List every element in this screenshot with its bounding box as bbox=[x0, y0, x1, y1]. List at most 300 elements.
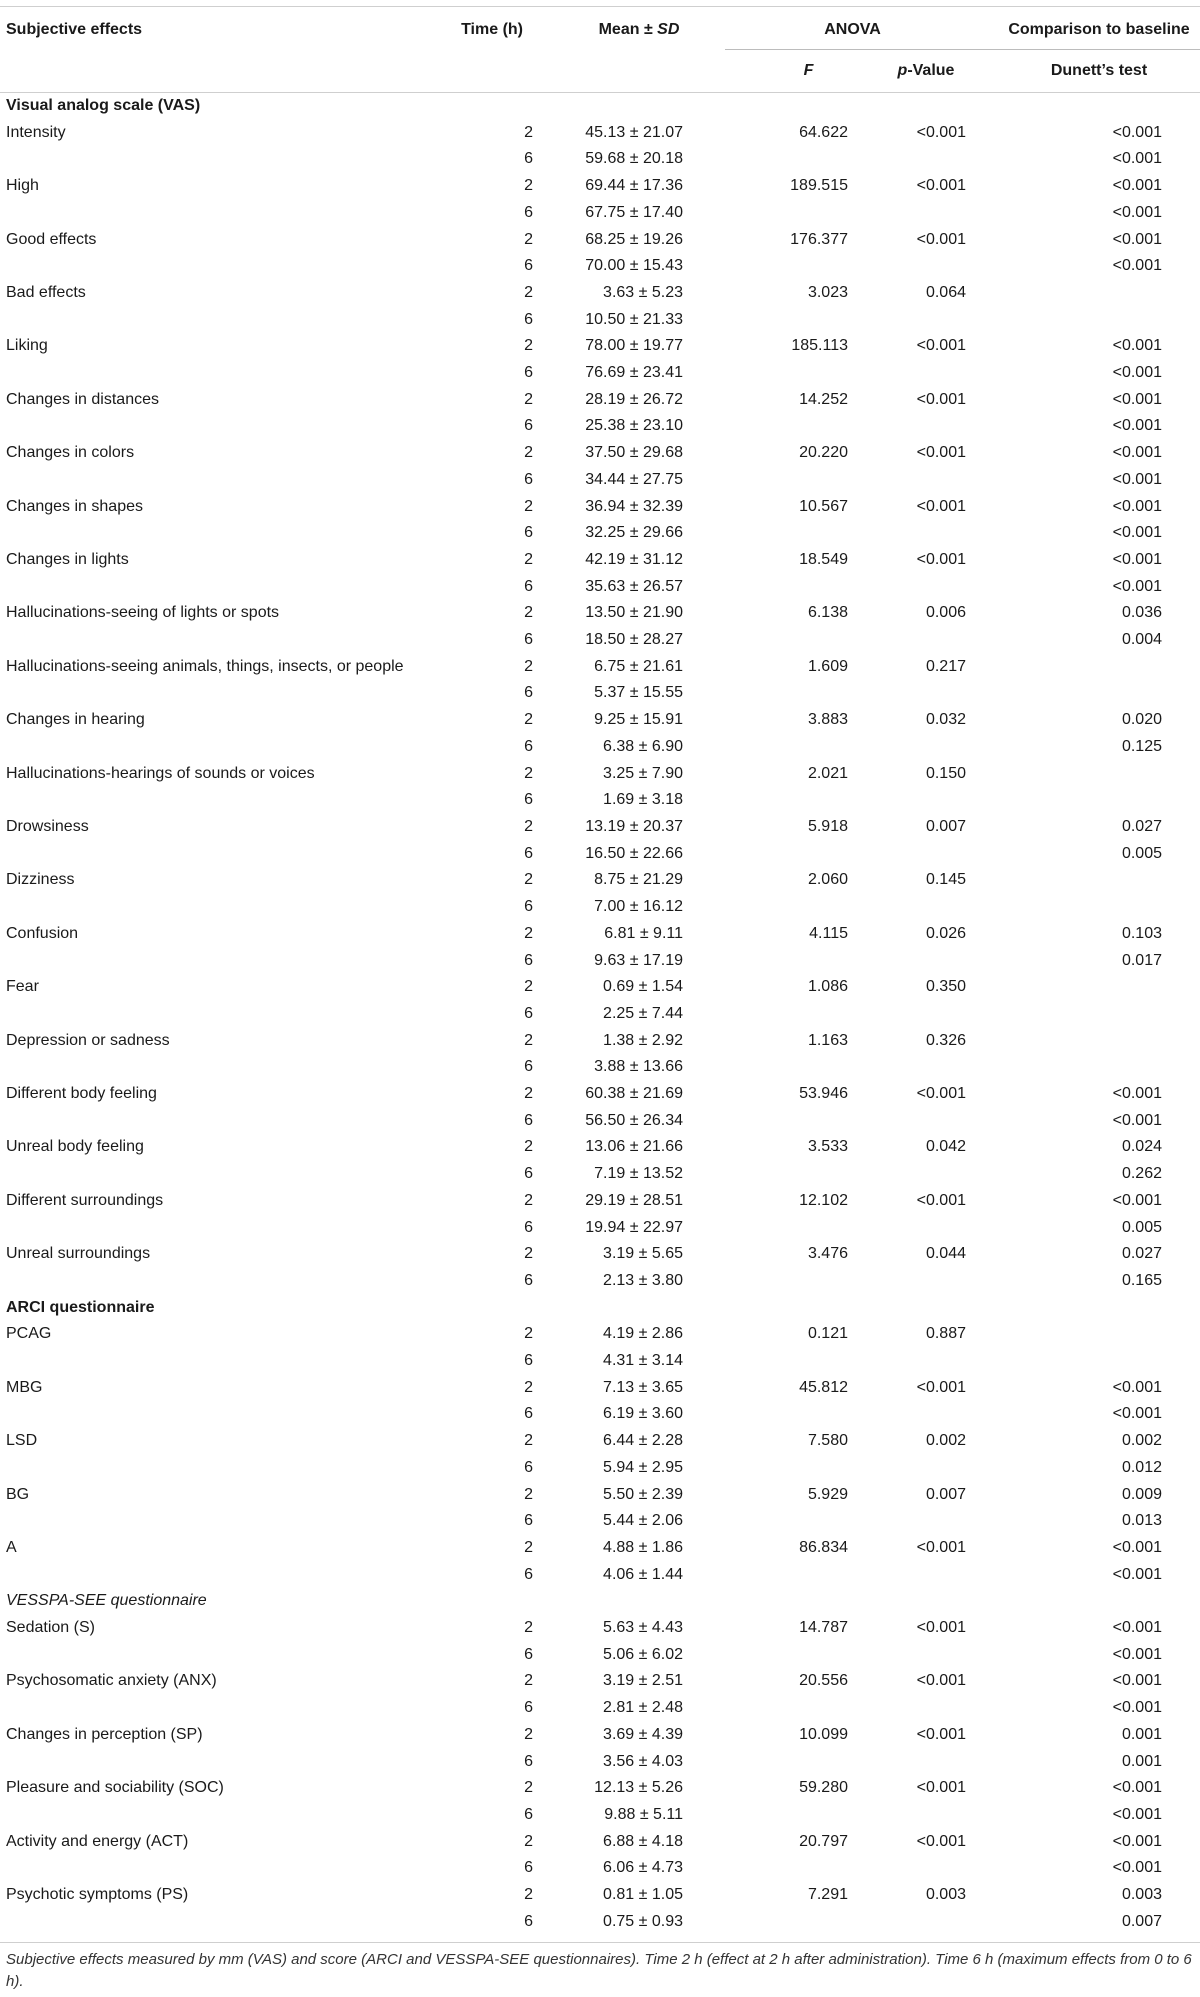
header-p-value bbox=[862, 50, 980, 93]
row-label-empty bbox=[0, 360, 445, 387]
row-mean-sd: 60.38 ± 21.69 bbox=[585, 1085, 683, 1103]
table-row bbox=[0, 200, 1200, 227]
row-p-value: 0.326 bbox=[925, 1031, 966, 1049]
row-label-empty bbox=[0, 1215, 445, 1242]
row-p-value: 0.350 bbox=[925, 978, 966, 996]
table-body bbox=[0, 93, 1200, 1936]
row-f-empty bbox=[725, 200, 862, 227]
row-label: Liking bbox=[6, 337, 48, 355]
row-f-value: 5.929 bbox=[807, 1485, 848, 1503]
row-p-empty bbox=[862, 1508, 980, 1535]
row-time: 6 bbox=[524, 1645, 533, 1663]
row-time: 6 bbox=[524, 1512, 533, 1530]
row-dunett: <0.001 bbox=[1112, 417, 1162, 435]
row-dunett: <0.001 bbox=[1112, 577, 1162, 595]
row-p-value: 0.150 bbox=[925, 764, 966, 782]
table-row bbox=[0, 627, 1200, 654]
row-time: 6 bbox=[524, 1004, 533, 1022]
row-mean-sd: 56.50 ± 26.34 bbox=[585, 1111, 683, 1129]
row-f-empty bbox=[725, 841, 862, 868]
row-dunett: <0.001 bbox=[1112, 550, 1162, 568]
row-mean-sd: 3.69 ± 4.39 bbox=[603, 1725, 683, 1743]
row-dunett bbox=[980, 1001, 1200, 1028]
row-dunett: <0.001 bbox=[1112, 1859, 1162, 1877]
row-time: 6 bbox=[524, 791, 533, 809]
row-time: 6 bbox=[524, 1752, 533, 1770]
row-label: Intensity bbox=[6, 123, 66, 141]
row-mean-sd: 4.19 ± 2.86 bbox=[603, 1325, 683, 1343]
row-p-empty bbox=[862, 1455, 980, 1482]
row-mean-sd: 0.75 ± 0.93 bbox=[603, 1912, 683, 1930]
row-dunett: 0.027 bbox=[1121, 1245, 1162, 1263]
row-f-empty bbox=[725, 1749, 862, 1776]
row-time: 6 bbox=[524, 1859, 533, 1877]
row-f-value: 20.556 bbox=[799, 1672, 848, 1690]
row-time: 2 bbox=[524, 337, 533, 355]
row-f-value: 3.023 bbox=[807, 283, 848, 301]
row-mean-sd: 7.00 ± 16.12 bbox=[594, 898, 683, 916]
table-row bbox=[0, 1241, 1200, 1268]
row-f-empty bbox=[725, 1855, 862, 1882]
row-mean-sd: 2.81 ± 2.48 bbox=[603, 1699, 683, 1717]
row-mean-sd: 59.68 ± 20.18 bbox=[585, 150, 683, 168]
row-mean-sd: 5.94 ± 2.95 bbox=[603, 1458, 683, 1476]
row-time: 6 bbox=[524, 631, 533, 649]
table-row bbox=[0, 440, 1200, 467]
row-dunett bbox=[980, 680, 1200, 707]
row-label: Changes in distances bbox=[6, 390, 159, 408]
row-mean-sd: 37.50 ± 29.68 bbox=[585, 444, 683, 462]
row-label-empty bbox=[0, 1455, 445, 1482]
header-sd: SD bbox=[657, 21, 680, 38]
row-f-value: 2.021 bbox=[807, 764, 848, 782]
row-dunett: <0.001 bbox=[1112, 257, 1162, 275]
row-p-value: 0.006 bbox=[925, 604, 966, 622]
row-p-value: <0.001 bbox=[916, 1725, 966, 1743]
table-row bbox=[0, 654, 1200, 681]
row-f-empty bbox=[725, 1268, 862, 1295]
row-time: 2 bbox=[524, 1779, 533, 1797]
row-mean-sd: 16.50 ± 22.66 bbox=[585, 844, 683, 862]
row-time: 2 bbox=[524, 1085, 533, 1103]
row-p-empty bbox=[862, 1161, 980, 1188]
row-mean-sd: 7.13 ± 3.65 bbox=[603, 1378, 683, 1396]
row-f-value: 14.787 bbox=[799, 1619, 848, 1637]
row-mean-sd: 67.75 ± 17.40 bbox=[585, 203, 683, 221]
row-label: Drowsiness bbox=[6, 817, 89, 835]
row-time: 6 bbox=[524, 203, 533, 221]
row-p-empty bbox=[862, 1268, 980, 1295]
table-row bbox=[0, 1081, 1200, 1108]
row-label-empty bbox=[0, 146, 445, 173]
row-time: 2 bbox=[524, 924, 533, 942]
row-f-empty bbox=[725, 1642, 862, 1669]
row-mean-sd: 13.19 ± 20.37 bbox=[585, 817, 683, 835]
row-p-value: <0.001 bbox=[916, 1619, 966, 1637]
row-mean-sd: 9.63 ± 17.19 bbox=[594, 951, 683, 969]
row-mean-sd: 3.19 ± 2.51 bbox=[603, 1672, 683, 1690]
row-label-empty bbox=[0, 1161, 445, 1188]
row-p-empty bbox=[862, 948, 980, 975]
row-label: Changes in shapes bbox=[6, 497, 143, 515]
row-time: 2 bbox=[524, 177, 533, 195]
row-label-empty bbox=[0, 894, 445, 921]
table-row bbox=[0, 360, 1200, 387]
row-label-empty bbox=[0, 948, 445, 975]
row-time: 6 bbox=[524, 364, 533, 382]
row-f-empty bbox=[725, 627, 862, 654]
row-p-value: 0.044 bbox=[925, 1245, 966, 1263]
row-f-empty bbox=[725, 1909, 862, 1936]
row-p-empty bbox=[862, 520, 980, 547]
row-label-empty bbox=[0, 787, 445, 814]
row-f-empty bbox=[725, 1161, 862, 1188]
header-p-suffix: -Value bbox=[907, 62, 955, 79]
row-p-empty bbox=[862, 1401, 980, 1428]
row-time: 6 bbox=[524, 844, 533, 862]
row-dunett: <0.001 bbox=[1112, 1645, 1162, 1663]
row-p-empty bbox=[862, 1562, 980, 1589]
row-label-empty bbox=[0, 1401, 445, 1428]
table-row bbox=[0, 1775, 1200, 1802]
row-p-value: <0.001 bbox=[916, 497, 966, 515]
row-label: Unreal surroundings bbox=[6, 1245, 151, 1263]
table-row bbox=[0, 520, 1200, 547]
header-f: F bbox=[803, 62, 814, 79]
row-p-empty bbox=[862, 1802, 980, 1829]
table-row bbox=[0, 574, 1200, 601]
row-time: 2 bbox=[524, 1138, 533, 1156]
row-f-empty bbox=[725, 413, 862, 440]
row-dunett: <0.001 bbox=[1112, 390, 1162, 408]
row-time: 2 bbox=[524, 604, 533, 622]
row-dunett: <0.001 bbox=[1112, 1085, 1162, 1103]
row-dunett bbox=[980, 654, 1200, 681]
row-p-value: <0.001 bbox=[916, 337, 966, 355]
row-mean-sd: 4.31 ± 3.14 bbox=[603, 1352, 683, 1370]
row-dunett: 0.005 bbox=[1121, 1218, 1162, 1236]
row-time: 2 bbox=[524, 123, 533, 141]
row-dunett: 0.005 bbox=[1121, 844, 1162, 862]
row-dunett: <0.001 bbox=[1112, 524, 1162, 542]
row-p-empty bbox=[862, 841, 980, 868]
row-f-value: 7.291 bbox=[807, 1886, 848, 1904]
row-mean-sd: 36.94 ± 32.39 bbox=[585, 497, 683, 515]
row-label: Changes in hearing bbox=[6, 711, 145, 729]
row-dunett: <0.001 bbox=[1112, 203, 1162, 221]
row-dunett: 0.004 bbox=[1121, 631, 1162, 649]
table-row bbox=[0, 974, 1200, 1001]
row-label-empty bbox=[0, 1909, 445, 1936]
section-arci bbox=[0, 1295, 1200, 1322]
row-dunett: <0.001 bbox=[1112, 337, 1162, 355]
row-dunett bbox=[980, 307, 1200, 334]
row-p-value: 0.042 bbox=[925, 1138, 966, 1156]
row-p-empty bbox=[862, 1108, 980, 1135]
row-dunett: 0.009 bbox=[1121, 1485, 1162, 1503]
row-label-empty bbox=[0, 1642, 445, 1669]
table-row bbox=[0, 1695, 1200, 1722]
row-p-value: 0.003 bbox=[925, 1886, 966, 1904]
row-label-empty bbox=[0, 734, 445, 761]
row-time: 2 bbox=[524, 1432, 533, 1450]
row-mean-sd: 6.75 ± 21.61 bbox=[594, 657, 683, 675]
section-vesspa-label: VESSPA-SEE questionnaire bbox=[6, 1592, 207, 1610]
row-label: PCAG bbox=[6, 1325, 52, 1343]
row-mean-sd: 9.88 ± 5.11 bbox=[604, 1806, 683, 1823]
row-mean-sd: 78.00 ± 19.77 bbox=[585, 337, 683, 355]
row-dunett: 0.001 bbox=[1121, 1725, 1162, 1743]
row-mean-sd: 3.63 ± 5.23 bbox=[603, 283, 683, 301]
row-time: 2 bbox=[524, 283, 533, 301]
row-p-value: 0.026 bbox=[925, 924, 966, 942]
row-mean-sd: 6.44 ± 2.28 bbox=[603, 1432, 683, 1450]
row-label: Hallucinations-hearings of sounds or voices bbox=[6, 764, 315, 782]
row-label-empty bbox=[0, 841, 445, 868]
row-p-empty bbox=[862, 360, 980, 387]
row-mean-sd: 10.50 ± 21.33 bbox=[585, 310, 683, 328]
row-p-empty bbox=[862, 146, 980, 173]
row-f-empty bbox=[725, 1802, 862, 1829]
row-f-value: 3.533 bbox=[807, 1138, 848, 1156]
row-f-empty bbox=[725, 1348, 862, 1375]
table-row bbox=[0, 707, 1200, 734]
row-mean-sd: 29.19 ± 28.51 bbox=[585, 1191, 683, 1209]
header-p-prefix: p bbox=[897, 62, 908, 79]
header-subjective-effects: Subjective effects bbox=[6, 21, 143, 38]
row-mean-sd: 1.38 ± 2.92 bbox=[603, 1031, 683, 1049]
row-p-empty bbox=[862, 1909, 980, 1936]
row-label-empty bbox=[0, 1562, 445, 1589]
row-p-value: <0.001 bbox=[916, 444, 966, 462]
row-dunett bbox=[980, 1028, 1200, 1055]
table-row bbox=[0, 1642, 1200, 1669]
row-f-value: 59.280 bbox=[799, 1779, 848, 1797]
row-f-empty bbox=[725, 1108, 862, 1135]
row-p-value: 0.064 bbox=[925, 283, 966, 301]
row-mean-sd: 3.88 ± 13.66 bbox=[594, 1058, 683, 1076]
row-mean-sd: 6.88 ± 4.18 bbox=[603, 1832, 683, 1850]
row-p-empty bbox=[862, 1054, 980, 1081]
row-p-empty bbox=[862, 1215, 980, 1242]
row-label-empty bbox=[0, 1802, 445, 1829]
table-row bbox=[0, 1348, 1200, 1375]
row-label-empty bbox=[0, 1749, 445, 1776]
table-header bbox=[0, 7, 1200, 93]
row-time: 6 bbox=[524, 310, 533, 328]
row-f-value: 176.377 bbox=[790, 230, 848, 248]
row-dunett: 0.020 bbox=[1121, 711, 1162, 729]
row-f-value: 64.622 bbox=[799, 123, 848, 141]
table-row bbox=[0, 1482, 1200, 1509]
row-f-empty bbox=[725, 146, 862, 173]
row-p-value: <0.001 bbox=[916, 123, 966, 141]
row-time: 2 bbox=[524, 1191, 533, 1209]
row-time: 2 bbox=[524, 817, 533, 835]
table-row bbox=[0, 307, 1200, 334]
row-dunett: <0.001 bbox=[1112, 1672, 1162, 1690]
row-label: Bad effects bbox=[6, 283, 86, 301]
table-row bbox=[0, 494, 1200, 521]
row-time: 6 bbox=[524, 524, 533, 542]
row-time: 2 bbox=[524, 390, 533, 408]
row-dunett bbox=[980, 1054, 1200, 1081]
row-dunett bbox=[980, 894, 1200, 921]
table-row bbox=[0, 1802, 1200, 1829]
row-p-value: <0.001 bbox=[916, 1779, 966, 1797]
row-f-value: 1.163 bbox=[807, 1031, 848, 1049]
row-dunett: <0.001 bbox=[1112, 177, 1162, 195]
row-label: Fear bbox=[6, 978, 39, 996]
row-mean-sd: 68.25 ± 19.26 bbox=[585, 230, 683, 248]
row-mean-sd: 32.25 ± 29.66 bbox=[585, 524, 683, 542]
row-time: 2 bbox=[524, 444, 533, 462]
row-f-value: 1.086 bbox=[807, 978, 848, 996]
row-f-value: 3.883 bbox=[807, 711, 848, 729]
row-p-value: <0.001 bbox=[916, 177, 966, 195]
row-time: 6 bbox=[524, 577, 533, 595]
table-row bbox=[0, 1535, 1200, 1562]
row-p-value: <0.001 bbox=[916, 1378, 966, 1396]
row-mean-sd: 0.81 ± 1.05 bbox=[603, 1886, 683, 1904]
row-f-empty bbox=[725, 253, 862, 280]
row-time: 6 bbox=[524, 1111, 533, 1129]
row-f-value: 7.580 bbox=[807, 1432, 848, 1450]
row-time: 6 bbox=[524, 1565, 533, 1583]
table-row bbox=[0, 1215, 1200, 1242]
row-time: 2 bbox=[524, 871, 533, 889]
row-dunett: 0.027 bbox=[1121, 817, 1162, 835]
table-row bbox=[0, 1749, 1200, 1776]
row-mean-sd: 12.13 ± 5.26 bbox=[594, 1779, 683, 1797]
row-dunett: <0.001 bbox=[1112, 1191, 1162, 1209]
header-mean-prefix: Mean ± bbox=[598, 21, 658, 38]
row-time: 6 bbox=[524, 1058, 533, 1076]
row-f-empty bbox=[725, 894, 862, 921]
row-dunett: <0.001 bbox=[1112, 1806, 1162, 1823]
row-p-value: <0.001 bbox=[916, 390, 966, 408]
row-label-empty bbox=[0, 1508, 445, 1535]
table-row bbox=[0, 761, 1200, 788]
row-dunett bbox=[980, 787, 1200, 814]
row-f-value: 20.220 bbox=[799, 444, 848, 462]
row-mean-sd: 6.06 ± 4.73 bbox=[603, 1859, 683, 1877]
row-f-empty bbox=[725, 1455, 862, 1482]
row-dunett: <0.001 bbox=[1112, 123, 1162, 141]
table-row bbox=[0, 867, 1200, 894]
row-dunett: <0.001 bbox=[1112, 1405, 1162, 1423]
row-p-empty bbox=[862, 253, 980, 280]
row-time: 2 bbox=[524, 1325, 533, 1343]
row-dunett: <0.001 bbox=[1112, 1832, 1162, 1850]
row-p-empty bbox=[862, 627, 980, 654]
table-row bbox=[0, 227, 1200, 254]
row-label: Hallucinations-seeing of lights or spots bbox=[6, 604, 280, 622]
row-p-value: 0.887 bbox=[925, 1325, 966, 1343]
row-f-value: 189.515 bbox=[790, 177, 848, 195]
row-time: 2 bbox=[524, 764, 533, 782]
subjective-effects-table bbox=[0, 6, 1200, 1936]
row-label-empty bbox=[0, 307, 445, 334]
row-dunett: <0.001 bbox=[1112, 1565, 1162, 1583]
row-label-empty bbox=[0, 200, 445, 227]
row-dunett: 0.003 bbox=[1121, 1886, 1162, 1904]
table-row bbox=[0, 173, 1200, 200]
row-label: Different body feeling bbox=[6, 1085, 157, 1103]
row-mean-sd: 70.00 ± 15.43 bbox=[585, 257, 683, 275]
table-row bbox=[0, 1188, 1200, 1215]
row-time: 2 bbox=[524, 1031, 533, 1049]
row-dunett: 0.262 bbox=[1121, 1165, 1162, 1183]
table-row bbox=[0, 600, 1200, 627]
section-vas-label: Visual analog scale (VAS) bbox=[6, 97, 201, 114]
table-row bbox=[0, 787, 1200, 814]
row-label-empty bbox=[0, 1054, 445, 1081]
row-p-empty bbox=[862, 413, 980, 440]
row-p-empty bbox=[862, 1855, 980, 1882]
row-time: 6 bbox=[524, 1458, 533, 1476]
row-time: 2 bbox=[524, 230, 533, 248]
row-dunett: <0.001 bbox=[1112, 1779, 1162, 1797]
row-f-value: 12.102 bbox=[799, 1191, 848, 1209]
row-dunett bbox=[980, 974, 1200, 1001]
row-time: 6 bbox=[524, 417, 533, 435]
row-label-empty bbox=[0, 1268, 445, 1295]
row-time: 6 bbox=[524, 1218, 533, 1236]
row-time: 2 bbox=[524, 1538, 533, 1556]
row-p-value: 0.002 bbox=[925, 1432, 966, 1450]
row-label: High bbox=[6, 177, 39, 195]
row-mean-sd: 6.81 ± 9.11 bbox=[604, 924, 683, 942]
row-f-value: 20.797 bbox=[799, 1832, 848, 1850]
row-p-empty bbox=[862, 680, 980, 707]
row-dunett: <0.001 bbox=[1112, 150, 1162, 168]
row-p-empty bbox=[862, 787, 980, 814]
table-row bbox=[0, 1508, 1200, 1535]
table-row bbox=[0, 841, 1200, 868]
row-mean-sd: 25.38 ± 23.10 bbox=[585, 417, 683, 435]
row-f-empty bbox=[725, 360, 862, 387]
row-f-empty bbox=[725, 1695, 862, 1722]
row-p-empty bbox=[862, 1642, 980, 1669]
table-row bbox=[0, 253, 1200, 280]
header-dunett: Dunett’s test bbox=[1050, 62, 1148, 79]
row-mean-sd: 3.19 ± 5.65 bbox=[603, 1245, 683, 1263]
row-dunett: 0.165 bbox=[1121, 1271, 1162, 1289]
row-label: Good effects bbox=[6, 230, 97, 248]
table-row bbox=[0, 120, 1200, 147]
row-dunett: 0.007 bbox=[1121, 1912, 1162, 1930]
row-f-value: 18.549 bbox=[799, 550, 848, 568]
row-mean-sd: 18.50 ± 28.27 bbox=[585, 631, 683, 649]
row-time: 2 bbox=[524, 550, 533, 568]
row-dunett: 0.002 bbox=[1121, 1432, 1162, 1450]
table-row bbox=[0, 814, 1200, 841]
row-mean-sd: 5.37 ± 15.55 bbox=[594, 684, 683, 702]
row-p-value: 0.217 bbox=[925, 657, 966, 675]
row-p-empty bbox=[862, 1001, 980, 1028]
row-mean-sd: 5.44 ± 2.06 bbox=[603, 1512, 683, 1530]
row-p-value: <0.001 bbox=[916, 550, 966, 568]
row-f-empty bbox=[725, 948, 862, 975]
row-label-empty bbox=[0, 1855, 445, 1882]
row-dunett: <0.001 bbox=[1112, 364, 1162, 382]
row-label-empty bbox=[0, 1695, 445, 1722]
row-label-empty bbox=[0, 520, 445, 547]
row-f-value: 3.476 bbox=[807, 1245, 848, 1263]
header-anova: ANOVA bbox=[725, 7, 980, 50]
row-dunett: 0.036 bbox=[1121, 604, 1162, 622]
